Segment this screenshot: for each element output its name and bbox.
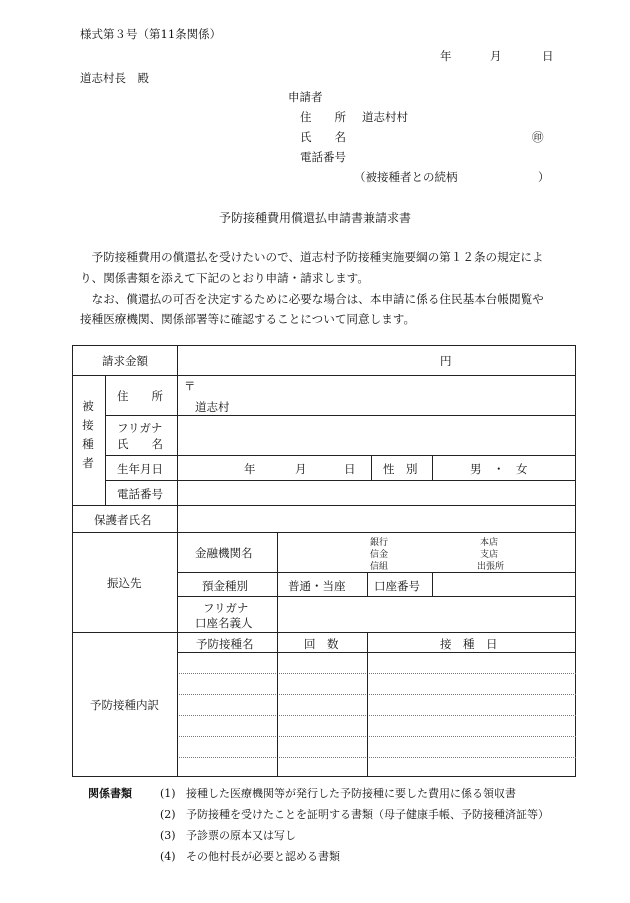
bank-type-bank: 銀行 [370, 538, 389, 548]
sex-options: 男 ・ 女 [470, 462, 528, 476]
body-paragraph-1: 予防接種費用の償還払を受けたいので、道志村予防接種実施要綱の第１２条の規定により、関係書類を添えて下記のとおり申請・請求します。 [80, 250, 544, 285]
column-vaccination-date: 接 種 日 [440, 637, 498, 651]
branch-type-main: 本店 [480, 538, 499, 548]
application-table [72, 345, 576, 777]
recipient-address-label: 住 所 [117, 389, 163, 403]
claim-amount-label: 請求金額 [102, 354, 148, 368]
recipient-village: 道志村 [195, 400, 230, 414]
branch-type-branch: 支店 [480, 550, 499, 560]
addressee: 道志村長 殿 [80, 71, 149, 85]
recipient-furigana-label: フリガナ [117, 421, 163, 435]
applicant-relation: （被接種者との続柄 ） [354, 170, 550, 184]
body-text [80, 247, 555, 330]
branch-type-sub: 出張所 [477, 562, 505, 572]
dob-label: 生年月日 [117, 462, 163, 476]
column-vaccine-name: 予防接種名 [196, 637, 254, 651]
related-doc-item-1: (1) 接種した医療機関等が発行した予防接種に要した費用に係る領収書 [160, 787, 516, 800]
dob-month: 月 [295, 462, 307, 476]
column-times: 回 数 [304, 637, 339, 651]
bank-name-label: 金融機関名 [195, 546, 253, 560]
form-number: 様式第３号（第11条関係） [80, 27, 222, 41]
body-paragraph-2: なお、償還払の可否を決定するために必要な場合は、本申請に係る住民基本台帳閲覧や接種医療機関、関係部署等に確認することについて同意します。 [80, 291, 544, 327]
date-year: 年 [440, 49, 452, 63]
seal-mark: ㊞ [532, 130, 544, 144]
vaccination-details-label: 予防接種内訳 [90, 698, 159, 712]
applicant-heading: 申請者 [288, 90, 323, 104]
bank-type-shinkumi: 信組 [370, 562, 389, 572]
account-holder-furigana-label: フリガナ [203, 601, 249, 615]
applicant-phone-label: 電話番号 [300, 150, 346, 164]
related-docs-heading: 関係書類 [88, 787, 132, 800]
related-doc-item-2: (2) 予防接種を受けたことを証明する書類（母子健康手帳、予防接種済証等） [160, 808, 549, 821]
guardian-name-label: 保護者氏名 [94, 513, 152, 527]
account-holder-label: 口座名義人 [195, 616, 253, 630]
sex-label: 性 別 [383, 462, 418, 476]
dob-year: 年 [244, 462, 256, 476]
deposit-type-options: 普通・当座 [288, 579, 346, 593]
deposit-type-label: 預金種別 [202, 579, 248, 593]
dob-day: 日 [344, 462, 356, 476]
recipient-name-label: 氏 名 [117, 437, 163, 451]
date-day: 日 [542, 49, 554, 63]
date-month: 月 [490, 49, 502, 63]
recipient-phone-label: 電話番号 [117, 487, 163, 501]
applicant-address-value: 道志村村 [362, 110, 408, 124]
applicant-name-label: 氏 名 [300, 130, 346, 144]
yen-unit: 円 [440, 354, 452, 368]
transfer-label: 振込先 [107, 576, 142, 590]
related-doc-item-4: (4) その他村長が必要と認める書類 [160, 850, 340, 863]
bank-type-shinkin: 信金 [370, 550, 389, 560]
document-title: 予防接種費用償還払申請書兼請求書 [218, 211, 411, 225]
applicant-address-label: 住 所 [300, 110, 346, 124]
account-number-label: 口座番号 [374, 579, 420, 593]
postal-mark: 〒 [184, 379, 196, 393]
recipient-label: 被 接 種 者 [82, 399, 94, 470]
related-doc-item-3: (3) 予診票の原本又は写し [160, 829, 296, 842]
